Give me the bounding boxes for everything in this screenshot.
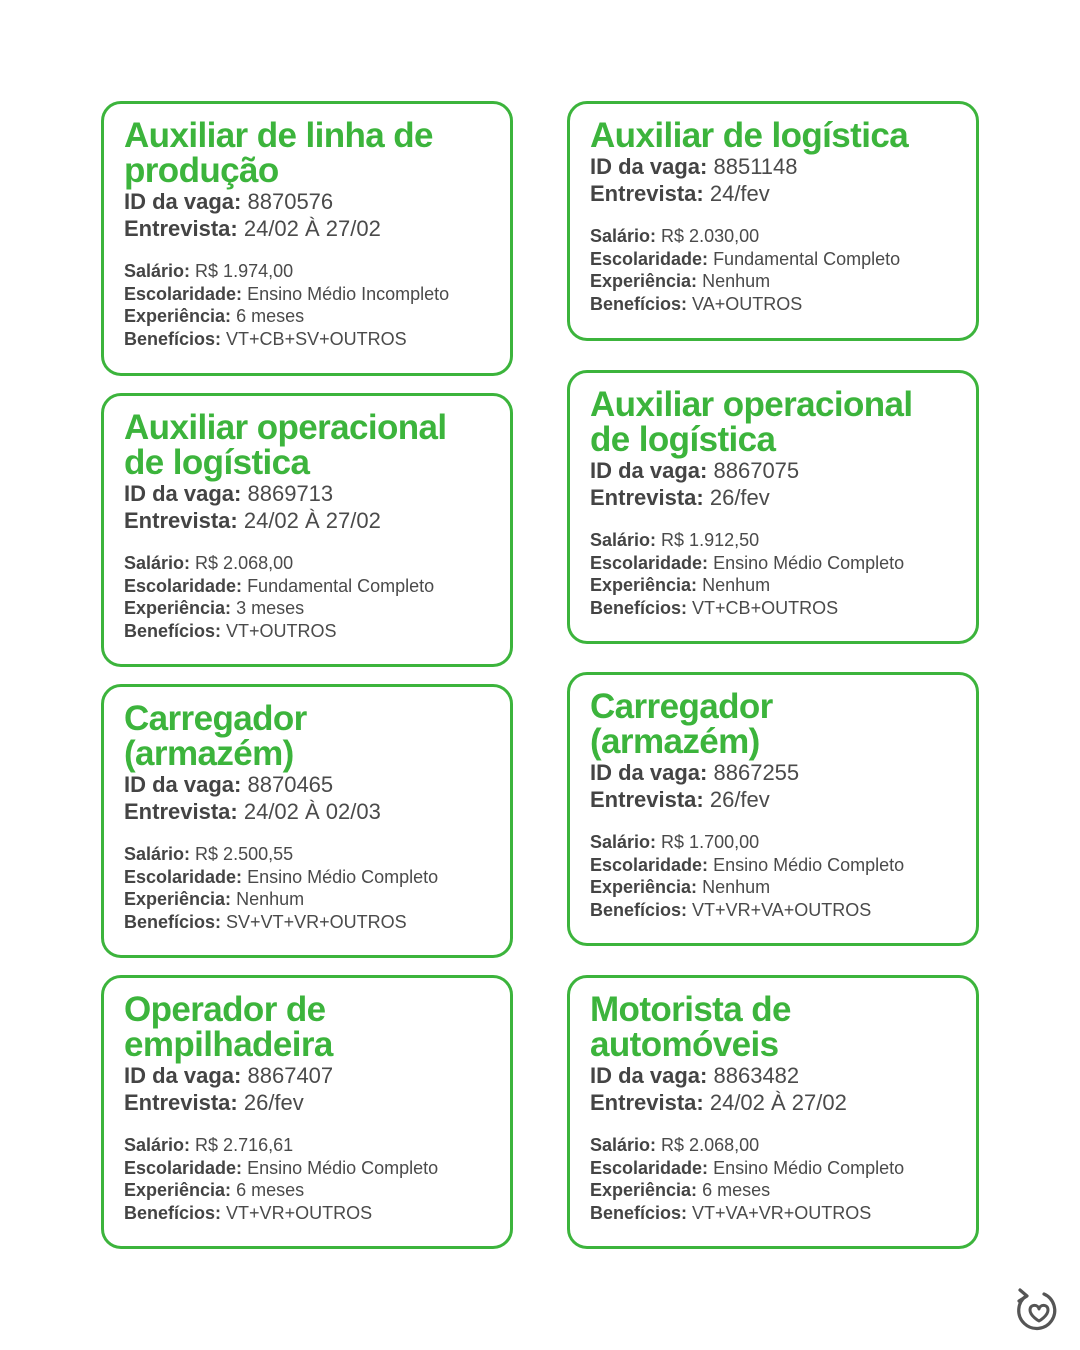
salary-row [590,831,956,854]
experience-label: Experiência: [590,575,698,595]
benefits-value: VT+OUTROS [226,620,337,641]
interview-label: Entrevista: [124,1090,238,1115]
job-id-row [124,188,490,215]
job-id-row [590,759,956,786]
job-title: Auxiliar operacional de logística [590,385,913,459]
salary-label: Salário: [590,530,657,550]
job-details [590,831,956,921]
job-title: Auxiliar de logística [590,116,909,155]
salary-value: R$ 2.030,00 [661,226,760,246]
experience-row [124,305,490,328]
interview-label: Entrevista: [124,508,238,533]
interview-label: Entrevista: [590,1090,704,1115]
education-row [124,283,490,306]
interview-label: Entrevista: [590,181,704,206]
job-id-row [590,1062,956,1089]
salary-row [590,529,956,552]
circular-arrow-heart-logo-icon [1014,1282,1062,1336]
job-card [101,975,513,1249]
job-id-label: ID da vaga: [590,154,708,179]
experience-row [590,270,956,293]
job-title: Auxiliar operacional de logística [124,408,447,482]
benefits-label: Benefícios: [590,899,688,920]
benefits-row [590,1202,956,1225]
job-id-row [124,1062,490,1089]
interview-row [124,215,490,242]
salary-row [124,260,490,283]
job-card [101,101,513,376]
job-id-value: 8867255 [713,760,800,785]
job-meta [124,480,490,534]
job-details [590,529,956,619]
job-details [590,225,956,315]
job-id-value: 8870465 [247,772,334,797]
salary-value: R$ 1.912,50 [661,530,760,550]
education-row [124,1157,490,1180]
experience-row [590,574,956,597]
education-row [590,1157,956,1180]
education-label: Escolaridade: [590,248,709,269]
benefits-label: Benefícios: [124,328,222,349]
education-row [124,575,490,598]
benefits-value: VT+VA+VR+OUTROS [692,1202,872,1223]
job-details [590,1134,956,1224]
interview-row [124,507,490,534]
job-details [124,1134,490,1224]
experience-label: Experiência: [590,877,698,897]
benefits-value: SV+VT+VR+OUTROS [226,911,407,932]
education-label: Escolaridade: [124,575,243,596]
salary-label: Salário: [590,226,657,246]
job-meta [124,771,490,825]
job-meta [590,457,956,511]
experience-value: 3 meses [236,598,305,618]
interview-label: Entrevista: [590,485,704,510]
education-label: Escolaridade: [124,1157,243,1178]
job-meta [124,1062,490,1116]
salary-label: Salário: [124,844,191,864]
job-title: Carregador (armazém) [124,699,307,773]
education-value: Ensino Médio Completo [247,866,439,887]
job-id-value: 8851148 [713,154,798,179]
education-label: Escolaridade: [590,552,709,573]
interview-label: Entrevista: [124,799,238,824]
education-row [590,552,956,575]
salary-value: R$ 1.700,00 [661,832,760,852]
experience-label: Experiência: [590,271,698,291]
interview-row [590,1089,956,1116]
job-title: Auxiliar de linha de produção [124,116,433,190]
salary-value: R$ 2.068,00 [195,553,294,573]
benefits-label: Benefícios: [124,911,222,932]
interview-row [590,484,956,511]
job-card [567,672,979,946]
salary-value: R$ 1.974,00 [195,261,294,281]
job-card [101,393,513,667]
salary-row [124,843,490,866]
job-id-row [590,153,956,180]
job-card [567,370,979,644]
interview-label: Entrevista: [124,216,238,241]
benefits-row [124,620,490,643]
experience-row [124,1179,490,1202]
job-id-label: ID da vaga: [590,760,708,785]
job-card [567,975,979,1249]
job-id-label: ID da vaga: [124,189,242,214]
experience-value: Nenhum [702,271,771,291]
experience-value: 6 meses [236,306,305,326]
education-label: Escolaridade: [590,854,709,875]
job-meta [124,188,490,242]
job-id-label: ID da vaga: [124,1063,242,1088]
job-id-row [590,457,956,484]
job-id-row [124,480,490,507]
interview-value: 24/02 À 27/02 [709,1090,847,1115]
job-card [101,684,513,958]
experience-value: Nenhum [702,575,771,595]
job-id-row [124,771,490,798]
experience-row [124,888,490,911]
interview-value: 24/fev [709,181,770,206]
job-id-value: 8867407 [247,1063,334,1088]
experience-label: Experiência: [124,889,232,909]
job-id-label: ID da vaga: [124,772,242,797]
education-value: Ensino Médio Incompleto [247,283,450,304]
education-label: Escolaridade: [124,866,243,887]
interview-label: Entrevista: [590,787,704,812]
interview-row [590,786,956,813]
education-label: Escolaridade: [590,1157,709,1178]
education-value: Fundamental Completo [713,248,901,269]
job-details [124,843,490,933]
job-meta [590,1062,956,1116]
education-value: Fundamental Completo [247,575,435,596]
benefits-value: VA+OUTROS [692,293,803,314]
interview-value: 26/fev [709,787,770,812]
salary-row [590,225,956,248]
experience-value: Nenhum [236,889,305,909]
salary-value: R$ 2.500,55 [195,844,294,864]
job-meta [590,759,956,813]
job-id-label: ID da vaga: [590,458,708,483]
benefits-row [590,899,956,922]
experience-row [590,876,956,899]
benefits-row [590,597,956,620]
interview-row [124,1089,490,1116]
benefits-value: VT+VR+VA+OUTROS [692,899,872,920]
salary-value: R$ 2.068,00 [661,1135,760,1155]
salary-row [590,1134,956,1157]
education-value: Ensino Médio Completo [713,1157,905,1178]
education-row [124,866,490,889]
experience-row [590,1179,956,1202]
job-id-value: 8863482 [713,1063,800,1088]
salary-label: Salário: [590,832,657,852]
job-id-label: ID da vaga: [124,481,242,506]
interview-value: 24/02 À 27/02 [243,508,381,533]
benefits-label: Benefícios: [124,620,222,641]
salary-label: Salário: [124,1135,191,1155]
benefits-value: VT+CB+OUTROS [692,597,839,618]
experience-value: 6 meses [702,1180,771,1200]
job-details [124,552,490,642]
job-title: Motorista de automóveis [590,990,791,1064]
benefits-label: Benefícios: [590,1202,688,1223]
benefits-label: Benefícios: [590,597,688,618]
benefits-row [124,1202,490,1225]
benefits-row [124,911,490,934]
experience-label: Experiência: [124,306,232,326]
benefits-value: VT+CB+SV+OUTROS [226,328,407,349]
job-id-value: 8870576 [247,189,334,214]
job-title: Carregador (armazém) [590,687,773,761]
job-meta [590,153,956,207]
job-card [567,101,979,341]
job-id-value: 8867075 [713,458,800,483]
education-value: Ensino Médio Completo [713,854,905,875]
benefits-label: Benefícios: [124,1202,222,1223]
education-row [590,854,956,877]
experience-value: 6 meses [236,1180,305,1200]
salary-label: Salário: [590,1135,657,1155]
salary-row [124,1134,490,1157]
salary-value: R$ 2.716,61 [195,1135,294,1155]
interview-value: 26/fev [709,485,770,510]
salary-row [124,552,490,575]
job-details [124,260,490,350]
salary-label: Salário: [124,261,191,281]
job-title: Operador de empilhadeira [124,990,333,1064]
interview-row [124,798,490,825]
job-id-label: ID da vaga: [590,1063,708,1088]
interview-value: 26/fev [243,1090,304,1115]
education-value: Ensino Médio Completo [247,1157,439,1178]
benefits-row [590,293,956,316]
interview-row [590,180,956,207]
salary-label: Salário: [124,553,191,573]
experience-row [124,597,490,620]
education-row [590,248,956,271]
experience-label: Experiência: [124,1180,232,1200]
interview-value: 24/02 À 02/03 [243,799,381,824]
job-id-value: 8869713 [247,481,334,506]
benefits-label: Benefícios: [590,293,688,314]
interview-value: 24/02 À 27/02 [243,216,381,241]
education-label: Escolaridade: [124,283,243,304]
benefits-row [124,328,490,351]
education-value: Ensino Médio Completo [713,552,905,573]
experience-label: Experiência: [124,598,232,618]
experience-label: Experiência: [590,1180,698,1200]
benefits-value: VT+VR+OUTROS [226,1202,373,1223]
experience-value: Nenhum [702,877,771,897]
